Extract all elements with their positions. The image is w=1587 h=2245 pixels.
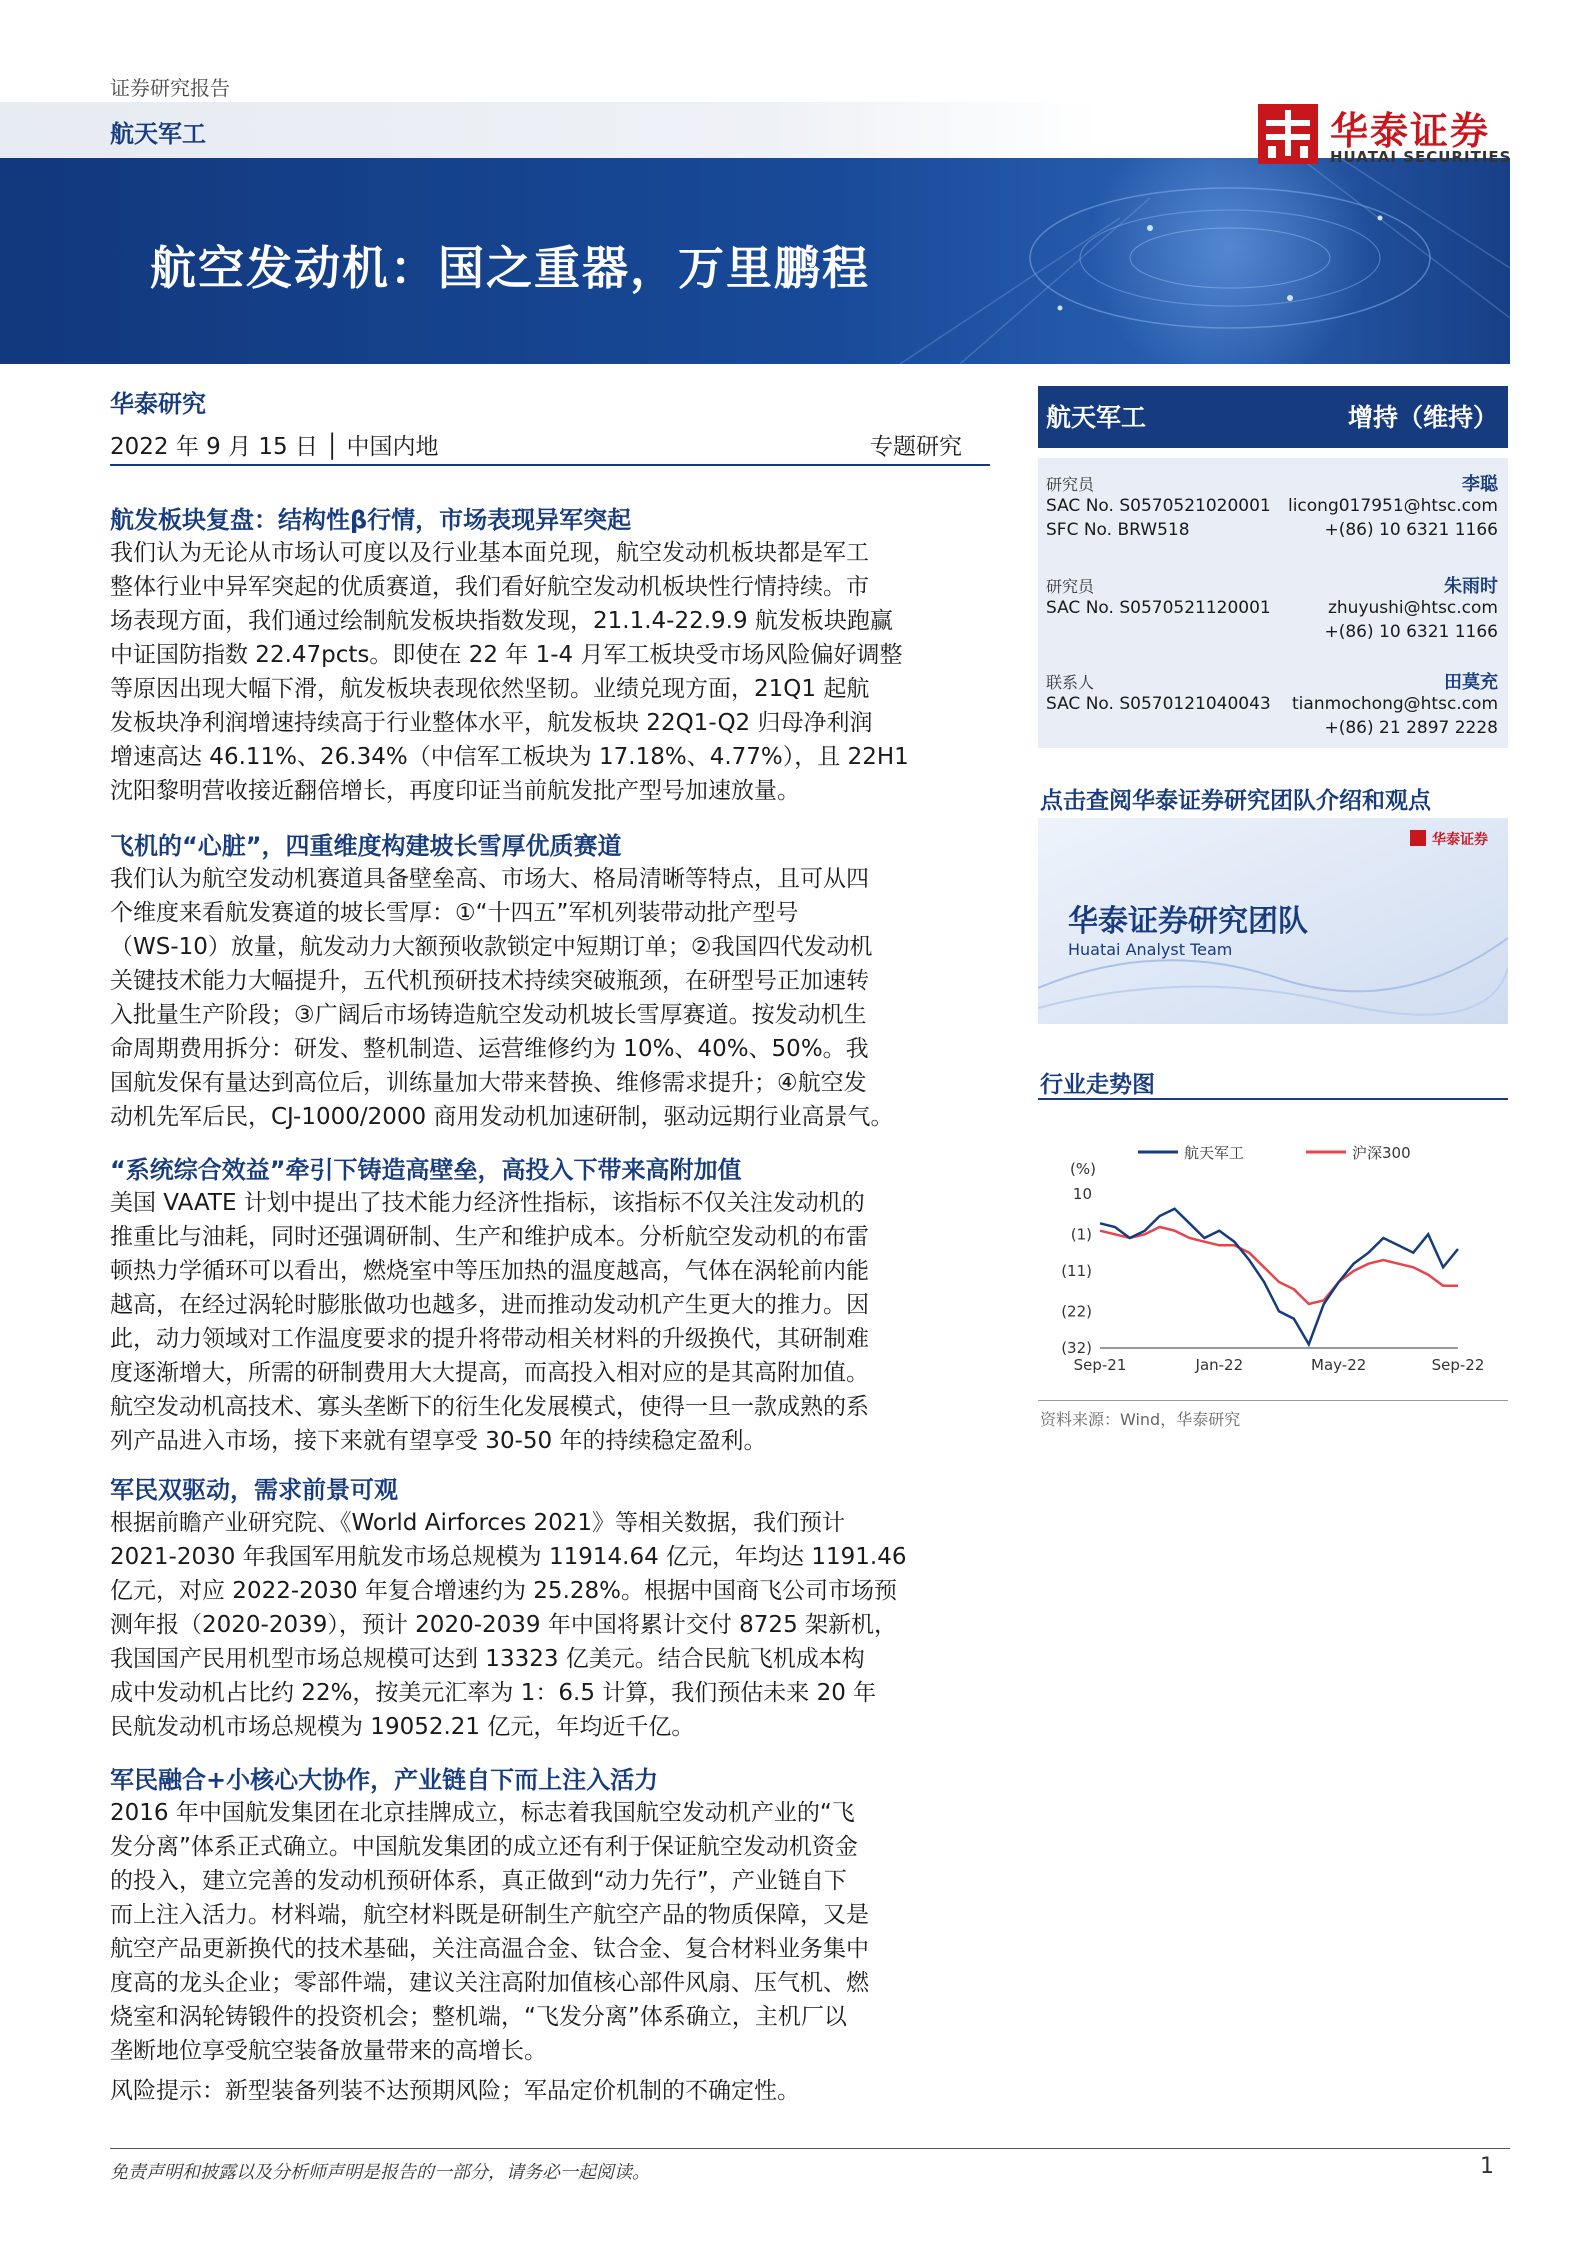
analyst-contact[interactable]: +(86) 10 6321 1166 — [1324, 622, 1498, 642]
section-line: 民航发动机市场总规模为 19052.21 亿元，年均近千亿。 — [110, 1714, 695, 1740]
section-line: 2016 年中国航发集团在北京挂牌成立，标志着我国航空发动机产业的“飞 — [110, 1800, 855, 1826]
section-line: 入批量生产阶段；③广阔后市场铸造航空发动机坡长雪厚赛道。按发动机生 — [110, 1002, 867, 1028]
section-line: 命周期费用拆分：研发、整机制造、运营维修约为 10%、40%、50%。我 — [110, 1036, 869, 1062]
section-line: 测年报（2020-2039），预计 2020-2039 年中国将累计交付 8725 架新机， — [110, 1612, 898, 1638]
section-line: 越高，在经过涡轮时膨胀做功也越多，进而推动发动机产生更大的推力。因 — [110, 1292, 869, 1318]
logo-text-en: HUATAI SECURITIES — [1330, 148, 1512, 166]
section-line: 发板块净利润增速持续高于行业整体水平，航发板块 22Q1-Q2 归母净利润 — [110, 710, 873, 736]
analyst-role: 联系人 — [1046, 673, 1095, 692]
y-tick-label: (22) — [1061, 1302, 1092, 1321]
analyst-contact[interactable]: licong017951@htsc.com — [1287, 496, 1498, 516]
footer-rule — [110, 2148, 1510, 2149]
page-number: 1 — [1480, 2154, 1494, 2179]
section-line: 我们认为无论从市场认可度以及行业基本面兑现，航空发动机板块都是军工 — [110, 540, 869, 566]
doc-type-label: 证券研究报告 — [110, 76, 230, 100]
team-banner-logo: 华泰证券 — [1432, 832, 1488, 848]
analyst-role: 研究员 — [1046, 577, 1095, 596]
section-line: 亿元，对应 2022-2030 年复合增速约为 25.28%。根据中国商飞公司市场预 — [110, 1578, 897, 1604]
team-link[interactable]: 点击查阅华泰证券研究团队介绍和观点 — [1040, 788, 1431, 814]
section-line: 发分离”体系正式确立。中国航发集团的成立还有利于保证航空发动机资金 — [110, 1834, 858, 1860]
legend-label: 沪深300 — [1352, 1144, 1411, 1162]
chart-title: 行业走势图 — [1040, 1072, 1155, 1098]
section-line: 国航发保有量达到高位后，训练量加大带来替换、维修需求提升；④航空发 — [110, 1070, 867, 1096]
chart-rule — [1038, 1098, 1508, 1100]
section-title: 军民融合+小核心大协作，产业链自下而上注入活力 — [110, 1766, 659, 1794]
section-line: 中证国防指数 22.47pcts。即使在 22 年 1-4 月军工板块受市场风险偏好调整 — [110, 642, 903, 668]
team-banner[interactable] — [1038, 818, 1508, 1024]
analyst-license: SAC No. S0570521020001 — [1046, 496, 1271, 516]
logo-text-cn: 华泰证券 — [1330, 109, 1491, 153]
sector-tag: 航天军工 — [110, 120, 206, 148]
section-title: “系统综合效益”牵引下铸造高壁垒，高投入下带来高附加值 — [110, 1156, 742, 1184]
analyst-name: 朱雨时 — [1444, 576, 1498, 597]
analyst-contact[interactable]: +(86) 21 2897 2228 — [1324, 718, 1498, 738]
section-line: 而上注入活力。材料端，航空材料既是研制生产航空产品的物质保障，又是 — [110, 1902, 869, 1928]
section-line: 推重比与油耗，同时还强调研制、生产和维护成本。分析航空发动机的布雷 — [110, 1224, 869, 1250]
team-banner-cn: 华泰证券研究团队 — [1068, 904, 1308, 939]
section-line: 2021-2030 年我国军用航发市场总规模为 11914.64 亿元，年均达 1191.46 — [110, 1544, 907, 1570]
y-tick-label: (11) — [1061, 1262, 1092, 1280]
y-tick-label: (32) — [1061, 1339, 1092, 1357]
section-line: 垄断地位享受航空装备放量带来的高增长。 — [110, 2038, 547, 2064]
rating-value: 增持（维持） — [1347, 403, 1498, 432]
analyst-license: SFC No. BRW518 — [1046, 520, 1190, 540]
y-tick-label: 10 — [1072, 1185, 1092, 1203]
team-banner-en: Huatai Analyst Team — [1068, 940, 1233, 959]
section-line: 美国 VAATE 计划中提出了技术能力经济性指标，该指标不仅关注发动机的 — [110, 1190, 865, 1216]
report-title: 航空发动机：国之重器，万里鹏程 — [150, 241, 870, 295]
section-line: 的投入，建立完善的发动机预研体系，真正做到“动力先行”，产业链自下 — [110, 1868, 847, 1894]
section-line: 增速高达 46.11%、26.34%（中信军工板块为 17.18%、4.77%），且 22H1 — [110, 744, 909, 770]
section-line: 此，动力领域对工作温度要求的提升将带动相关材料的升级换代，其研制难 — [110, 1326, 869, 1352]
dateline: 2022 年 9 月 15 日 │ 中国内地 — [110, 434, 439, 460]
section-title: 航发板块复盘：结构性β行情，市场表现异军突起 — [110, 506, 632, 534]
analyst-contact[interactable]: tianmochong@htsc.com — [1292, 694, 1498, 714]
section-line: 关键技术能力大幅提升，五代机预研技术持续突破瓶颈，在研型号正加速转 — [110, 968, 869, 994]
x-tick-label: Sep-22 — [1431, 1356, 1485, 1374]
y-axis-label: (%) — [1070, 1160, 1096, 1178]
series-line — [1100, 1227, 1458, 1304]
section-line: 等原因出现大幅下滑，航发板块表现依然坚韧。业绩兑现方面，21Q1 起航 — [110, 676, 870, 702]
section-line: 航空发动机高技术、寡头垄断下的衍生化发展模式，使得一旦一款成熟的系 — [110, 1394, 869, 1420]
section-line: （WS-10）放量，航发动力大额预收款锁定中短期订单；②我国四代发动机 — [110, 934, 873, 960]
trend-chart — [1038, 1104, 1508, 1398]
section-line: 列产品进入市场，接下来就有望享受 30-50 年的持续稳定盈利。 — [110, 1428, 767, 1454]
x-tick-label: May-22 — [1311, 1356, 1367, 1374]
section-line: 场表现方面，我们通过绘制航发板块指数发现，21.1.4-22.9.9 航发板块跑赢 — [110, 608, 893, 634]
rating-sector: 航天军工 — [1046, 403, 1147, 432]
analyst-name: 李聪 — [1462, 474, 1498, 495]
analyst-contact[interactable]: +(86) 10 6321 1166 — [1324, 520, 1498, 540]
x-tick-label: Jan-22 — [1195, 1356, 1244, 1374]
section-line: 度高的龙头企业；零部件端，建议关注高附加值核心部件风扇、压气机、燃 — [110, 1970, 869, 1996]
chart-source: 资料来源：Wind，华泰研究 — [1040, 1410, 1241, 1429]
risk-warning: 风险提示：新型装备列装不达预期风险；军品定价机制的不确定性。 — [110, 2078, 800, 2104]
section-line: 航空产品更新换代的技术基础，关注高温合金、钛合金、复合材料业务集中 — [110, 1936, 869, 1962]
org-name: 华泰研究 — [110, 390, 206, 418]
x-tick-label: Sep-21 — [1073, 1356, 1127, 1374]
report-kind: 专题研究 — [870, 434, 962, 460]
section-line: 成中发动机占比约 22%，按美元汇率为 1：6.5 计算，我们预估未来 20 年 — [110, 1680, 877, 1706]
analyst-license: SAC No. S0570121040043 — [1046, 694, 1271, 714]
analyst-contact[interactable]: zhuyushi@htsc.com — [1327, 598, 1498, 618]
analyst-name: 田莫充 — [1444, 672, 1498, 693]
analyst-license: SAC No. S0570521120001 — [1046, 598, 1271, 618]
legend-label: 航天军工 — [1184, 1144, 1245, 1162]
section-line: 我们认为航空发动机赛道具备壁垒高、市场大、格局清晰等特点，且可从四 — [110, 866, 869, 892]
analyst-role: 研究员 — [1046, 475, 1095, 494]
section-line: 顿热力学循环可以看出，燃烧室中等压加热的温度越高，气体在涡轮前内能 — [110, 1258, 869, 1284]
section-line: 个维度来看航发赛道的坡长雪厚：①“十四五”军机列装带动批产型号 — [110, 900, 799, 926]
footer-disclaimer: 免责声明和披露以及分析师声明是报告的一部分，请务必一起阅读。 — [110, 2162, 650, 2183]
header-rule — [110, 464, 990, 466]
section-line: 沈阳黎明营收接近翻倍增长，再度印证当前航发批产型号加速放量。 — [110, 778, 800, 804]
section-line: 烧室和涡轮铸锻件的投资机会；整机端，“飞发分离”体系确立，主机厂以 — [110, 2004, 847, 2030]
section-line: 整体行业中异军突起的优质赛道，我们看好航空发动机板块性行情持续。市 — [110, 574, 869, 600]
section-line: 根据前瞻产业研究院、《World Airforces 2021》等相关数据，我们预计 — [110, 1510, 846, 1536]
section-title: 飞机的“心脏”，四重维度构建坡长雪厚优质赛道 — [110, 832, 622, 860]
y-tick-label: (1) — [1070, 1225, 1092, 1244]
section-line: 度逐渐增大，所需的研制费用大大提高，而高投入相对应的是其高附加值。 — [110, 1360, 869, 1386]
section-line: 动机先军后民，CJ-1000/2000 商用发动机加速研制，驱动远期行业高景气。 — [110, 1104, 894, 1130]
chart-bottom-rule — [1038, 1400, 1508, 1401]
section-line: 我国国产民用机型市场总规模可达到 13323 亿美元。结合民航飞机成本构 — [110, 1646, 865, 1672]
section-title: 军民双驱动，需求前景可观 — [110, 1476, 398, 1504]
